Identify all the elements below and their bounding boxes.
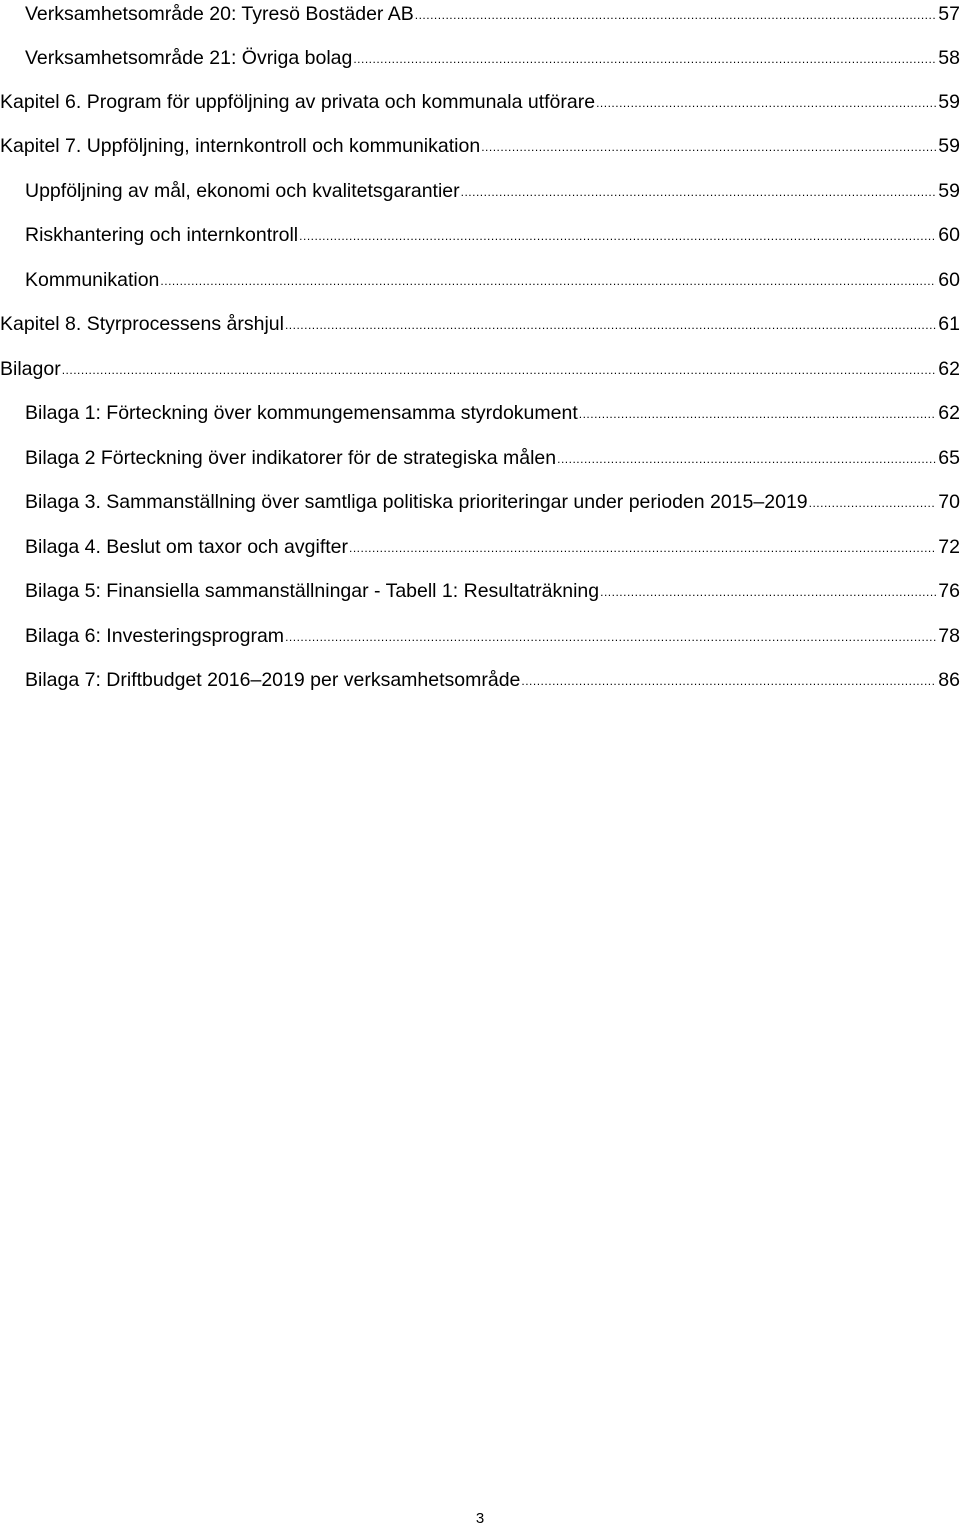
toc-entry-title: Bilaga 1: Förteckning över kommungemensamma styrdokument (25, 402, 578, 424)
toc-entry-title: Bilaga 4. Beslut om taxor och avgifter (25, 536, 348, 558)
toc-entry[interactable] (0, 355, 960, 383)
toc-dot-leader (600, 578, 936, 606)
toc-entry[interactable] (25, 666, 960, 694)
toc-entry-title: Bilaga 6: Investeringsprogram (25, 625, 285, 647)
toc-entry[interactable] (25, 399, 960, 427)
toc-entry[interactable] (25, 0, 960, 28)
toc-entry-title: Bilagor (0, 358, 61, 380)
toc-entry-page: 59 (938, 180, 960, 202)
toc-entry-title: Riskhantering och internkontroll (25, 224, 299, 246)
toc-entry-title: Kapitel 6. Program för uppföljning av privata och kommunala utförare (0, 91, 596, 113)
toc-entry-page: 70 (938, 491, 960, 513)
toc-entry[interactable] (25, 488, 960, 516)
toc-entry-title: Bilaga 3. Sammanställning över samtliga politiska prioriteringar under perioden 2015–2019 (25, 491, 808, 513)
toc-entry-title: Verksamhetsområde 21: Övriga bolag (25, 47, 353, 69)
toc-entry-page: 59 (938, 91, 960, 113)
toc-entry-title: Kapitel 8. Styrprocessens årshjul (0, 313, 284, 335)
toc-entry-title: Uppföljning av mål, ekonomi och kvalitetsgarantier (25, 180, 460, 202)
toc-entry[interactable] (0, 88, 960, 116)
toc-entry-page: 59 (938, 135, 960, 157)
toc-dot-leader (557, 445, 936, 473)
toc-entry[interactable] (25, 44, 960, 72)
toc-dot-leader (461, 178, 937, 206)
toc-entry-title: Kommunikation (25, 269, 160, 291)
toc-dot-leader (579, 400, 937, 428)
toc-entry-page: 65 (938, 447, 960, 469)
toc-dot-leader (299, 222, 936, 250)
toc-entry-page: 86 (938, 669, 960, 691)
toc-entry[interactable] (25, 622, 960, 650)
toc-entry-title: Bilaga 5: Finansiella sammanställningar - Tabell 1: Resultaträkning (25, 580, 600, 602)
toc-entry-page: 61 (938, 313, 960, 335)
toc-entry-page: 60 (938, 224, 960, 246)
toc-dot-leader (160, 267, 936, 295)
toc-entry[interactable] (0, 132, 960, 160)
toc-entry-page: 60 (938, 269, 960, 291)
toc-dot-leader (809, 489, 937, 517)
toc-dot-leader (596, 89, 936, 117)
toc-entry-page: 62 (938, 358, 960, 380)
toc-entry-title: Kapitel 7. Uppföljning, internkontroll och kommunikation (0, 135, 481, 157)
toc-dot-leader (521, 667, 936, 695)
toc-entry[interactable] (25, 577, 960, 605)
toc-entry[interactable] (25, 444, 960, 472)
toc-dot-leader (62, 356, 937, 384)
toc-entry-title: Bilaga 2 Förteckning över indikatorer för de strategiska målen (25, 447, 557, 469)
toc-entry-page: 72 (938, 536, 960, 558)
toc-dot-leader (353, 45, 936, 73)
toc-entry-page: 62 (938, 402, 960, 424)
toc-entry-title: Bilaga 7: Driftbudget 2016–2019 per verksamhetsområde (25, 669, 521, 691)
toc-dot-leader (481, 133, 936, 161)
toc-dot-leader (285, 311, 936, 339)
toc-entry[interactable] (0, 310, 960, 338)
page-number: 3 (475, 1510, 485, 1527)
toc-entry[interactable] (25, 266, 960, 294)
toc-entry-title: Verksamhetsområde 20: Tyresö Bostäder AB (25, 3, 414, 25)
toc-entry-page: 76 (938, 580, 960, 602)
toc-dot-leader (285, 623, 936, 651)
toc-entry-page: 58 (938, 47, 960, 69)
toc-entry[interactable] (25, 221, 960, 249)
toc-entry-page: 57 (938, 3, 960, 25)
toc-dot-leader (349, 534, 936, 562)
toc-entry[interactable] (25, 177, 960, 205)
toc-entry-page: 78 (938, 625, 960, 647)
toc-entry[interactable] (25, 533, 960, 561)
toc-dot-leader (415, 1, 937, 29)
